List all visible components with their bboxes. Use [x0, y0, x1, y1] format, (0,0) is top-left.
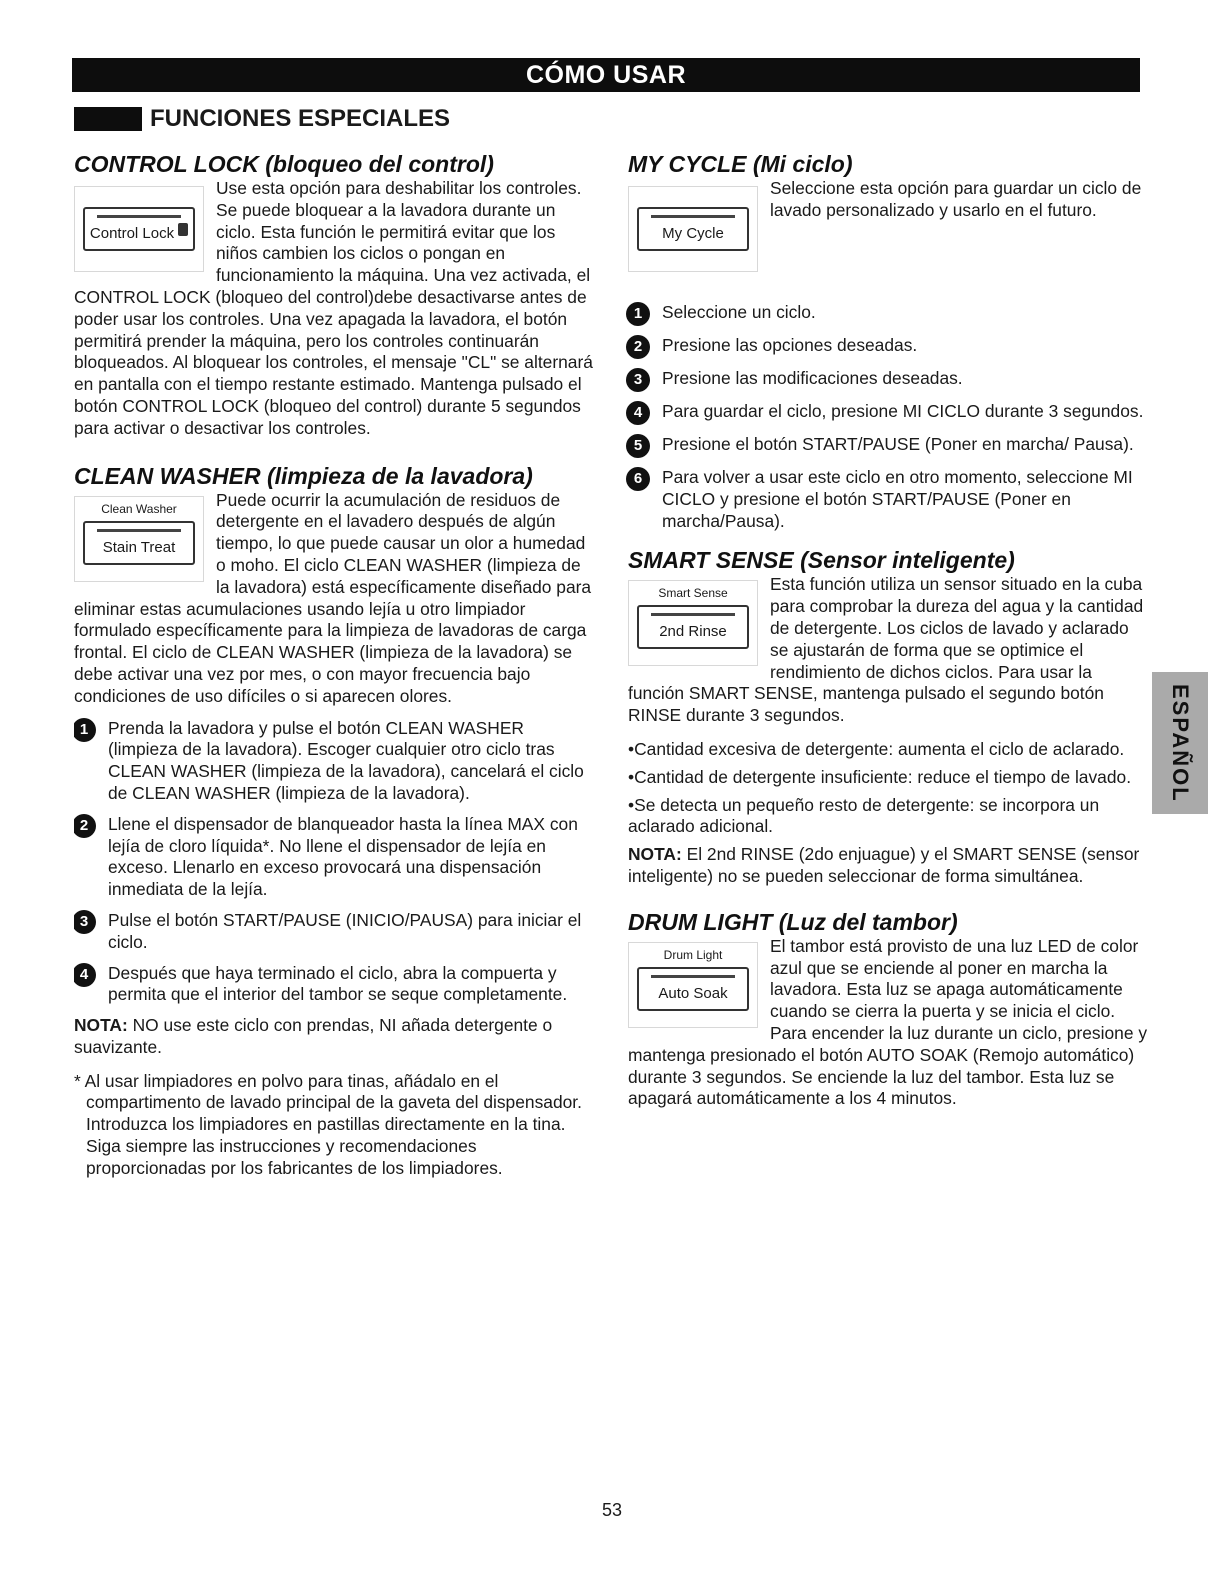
step-number: 3: [74, 910, 96, 934]
step-number: 2: [626, 335, 650, 359]
page-number: 53: [601, 1500, 623, 1520]
step-number: 3: [626, 368, 650, 392]
step-number: 2: [74, 814, 96, 838]
step-text: Llene el dispensador de blanqueador hasta la línea MAX con lejía de cloro líquida*. No llene el dispensador de lejía en exceso. Llenarlo en exceso provocará una dispensación inmediata de la lejía.: [108, 813, 578, 900]
step-number: 4: [74, 963, 96, 987]
clean-washer-panel: [74, 496, 204, 582]
step-text: Presione las opciones deseadas.: [662, 335, 918, 355]
left-column: [74, 150, 594, 1180]
list-item: •Cantidad de detergente insuficiente: reduce el tiempo de lavado.: [628, 766, 1132, 787]
control-lock-title: CONTROL LOCK (bloqueo del control): [74, 151, 494, 177]
step-text: Pulse el botón START/PAUSE (INICIO/PAUSA) para iniciar el ciclo.: [108, 909, 582, 952]
smart-sense-panel-top: Smart Sense: [658, 586, 728, 601]
control-lock-panel: [74, 186, 204, 272]
my-cycle-button-image: [637, 207, 749, 251]
step-number: 1: [74, 718, 96, 742]
section-heading: [74, 106, 450, 132]
step-text: Para volver a usar este ciclo en otro momento, seleccione MI CICLO y presione el botón START/PAUSE (Poner en marcha/Pausa).: [662, 467, 1133, 531]
smart-sense-section: [628, 546, 1148, 887]
step-number: 4: [626, 401, 650, 425]
my-cycle-section: [628, 150, 1148, 276]
control-lock-section: [74, 150, 594, 440]
step-number: 1: [626, 302, 650, 326]
my-cycle-panel-label: My Cycle: [662, 225, 724, 243]
list-item: •Cantidad excesiva de detergente: aumenta el ciclo de aclarado.: [628, 738, 1125, 759]
section-title: FUNCIONES ESPECIALES: [150, 105, 451, 132]
note-label: NOTA:: [628, 844, 682, 865]
step-text: Después que haya terminado el ciclo, abra la compuerta y permita que el interior del tambor se seque completamente.: [108, 962, 568, 1005]
my-cycle-steps: [628, 302, 1148, 532]
stain-treat-button-image: [83, 521, 195, 565]
my-cycle-title: MY CYCLE (Mi ciclo): [628, 151, 853, 177]
language-tab-label: ESPAÑOL: [1168, 683, 1193, 803]
list-item: [74, 963, 594, 1007]
smart-sense-note: [628, 844, 1148, 888]
list-item: [74, 718, 594, 805]
page-header: CÓMO USAR: [72, 58, 1140, 92]
smart-sense-bullets: [628, 739, 1148, 838]
list-item: [628, 302, 1148, 326]
note-text: NO use este ciclo con prendas, NI añada detergente o suavizante.: [74, 1015, 553, 1057]
list-item: •Se detecta un pequeño resto de detergente: se incorpora un aclarado adicional.: [628, 794, 1100, 837]
stain-treat-panel-label: Stain Treat: [102, 538, 176, 556]
step-number: 6: [626, 467, 650, 491]
control-lock-button-image: [83, 207, 195, 251]
auto-soak-button-image: [637, 967, 749, 1011]
clean-washer-note: [74, 1015, 594, 1059]
list-item: [628, 467, 1148, 532]
drum-light-text: El tambor está provisto de una luz LED de color azul que se enciende al poner en marcha la lavadora. Esta luz se apaga automáticamente cuando se cierra la puerta y se inicia el ciclo. Para encender la luz durante un ciclo, presione y mantenga presionado el botón AUTO SOAK (Remojo automático) durante 3 segundos. Se enciende la luz del tambor. Esta luz se apagará automáticamente a los 4 minutos.: [628, 935, 1148, 1109]
drum-light-panel-top: Drum Light: [663, 947, 723, 962]
auto-soak-panel-label: Auto Soak: [658, 984, 728, 1002]
list-item: [628, 335, 1148, 359]
clean-washer-text: Puede ocurrir la acumulación de residuos de detergente en el lavadero después de algún tiempo, lo que puede causar un olor a humedad o moho. El ciclo CLEAN WASHER (limpieza de la lavadora) está específicamente diseñado para eliminar estas acumulaciones usando lejía u otro limpiador formulado específicamente para la limpieza de lavadoras de carga frontal. El ciclo de CLEAN WASHER (limpieza de la lavadora) se debe activar una vez por mes, o con mayor frecuencia bajo condiciones de uso difíciles o si aparecen olores.: [74, 489, 592, 706]
note-label: NOTA:: [74, 1015, 128, 1036]
step-number: 5: [626, 434, 650, 458]
clean-washer-section: [74, 462, 594, 1180]
second-rinse-panel-label: 2nd Rinse: [659, 623, 727, 641]
second-rinse-button-image: [637, 605, 749, 649]
step-text: Presione el botón START/PAUSE (Poner en marcha/ Pausa).: [662, 434, 1134, 454]
control-lock-text: Use esta opción para deshabilitar los controles. Se puede bloquear a la lavadora durante un ciclo. Esta función le permitirá evitar que los niños cambien los ciclos o pongan en funcionamiento la máquina. Una vez activada, el CONTROL LOCK (bloqueo del control)debe desactivarse antes de poder usar los controles. Una vez apagada la lavadora, el botón permitirá prender la máquina, pero los controles continuarán bloqueados. Al bloquear los controles, el mensaje "CL" se alternará en pantalla con el tiempo restante estimado. Mantenga pulsado el botón CONTROL LOCK (bloqueo del control) durante 5 segundos para activar o desactivar los controles.: [74, 178, 593, 438]
clean-washer-title: CLEAN WASHER (limpieza de la lavadora): [74, 462, 533, 489]
step-text: Seleccione un ciclo.: [662, 302, 816, 322]
section-marker: [74, 107, 142, 131]
drum-light-title: DRUM LIGHT (Luz del tambor): [628, 908, 958, 935]
my-cycle-panel: [628, 186, 758, 272]
list-item: [628, 401, 1148, 425]
lock-icon: [178, 223, 188, 236]
step-text: Para guardar el ciclo, presione MI CICLO durante 3 segundos.: [662, 401, 1144, 421]
clean-washer-footnote: * Al usar limpiadores en polvo para tinas, añádalo en el compartimento de lavado principal de la gaveta del dispensador. Introduzca los limpiadores en pastillas directamente en la tina. Siga siempre las instrucciones y recomendaciones proporcionadas por los fabricantes de los limpiadores.: [74, 1070, 582, 1178]
list-item: [628, 434, 1148, 458]
note-text: El 2nd RINSE (2do enjuague) y el SMART SENSE (sensor inteligente) no se pueden seleccionar de forma simultánea.: [628, 844, 1140, 886]
drum-light-section: [628, 908, 1148, 1110]
step-text: Presione las modificaciones deseadas.: [662, 368, 963, 388]
clean-washer-steps: [74, 718, 594, 1007]
smart-sense-title: SMART SENSE (Sensor inteligente): [628, 547, 1015, 574]
list-item: [628, 368, 1148, 392]
smart-sense-panel: [628, 580, 758, 666]
smart-sense-text: Esta función utiliza un sensor situado en la cuba para comprobar la dureza del agua y la cantidad de detergente. Los ciclos de lavado y aclarado se ajustarán de forma que se optimice el rendimiento de dichos ciclos. Para usar la función SMART SENSE, mantenga pulsado el segundo botón RINSE durante 3 segundos.: [628, 574, 1144, 726]
list-item: [74, 814, 594, 901]
step-text: Prenda la lavadora y pulse el botón CLEAN WASHER (limpieza de la lavadora). Escoger cualquier otro ciclo tras CLEAN WASHER (limpieza de la lavadora), cancelará el ciclo de CLEAN WASHER (limpieza de la lavadora).: [108, 717, 584, 803]
drum-light-panel: [628, 942, 758, 1028]
control-lock-panel-label: Control Lock: [89, 225, 175, 243]
my-cycle-text: Seleccione esta opción para guardar un ciclo de lavado personalizado y usarlo en el futuro.: [770, 178, 1142, 220]
list-item: [74, 910, 594, 954]
right-column: [628, 150, 1148, 1110]
clean-washer-panel-top: Clean Washer: [101, 501, 177, 516]
language-tab: [1152, 672, 1208, 814]
